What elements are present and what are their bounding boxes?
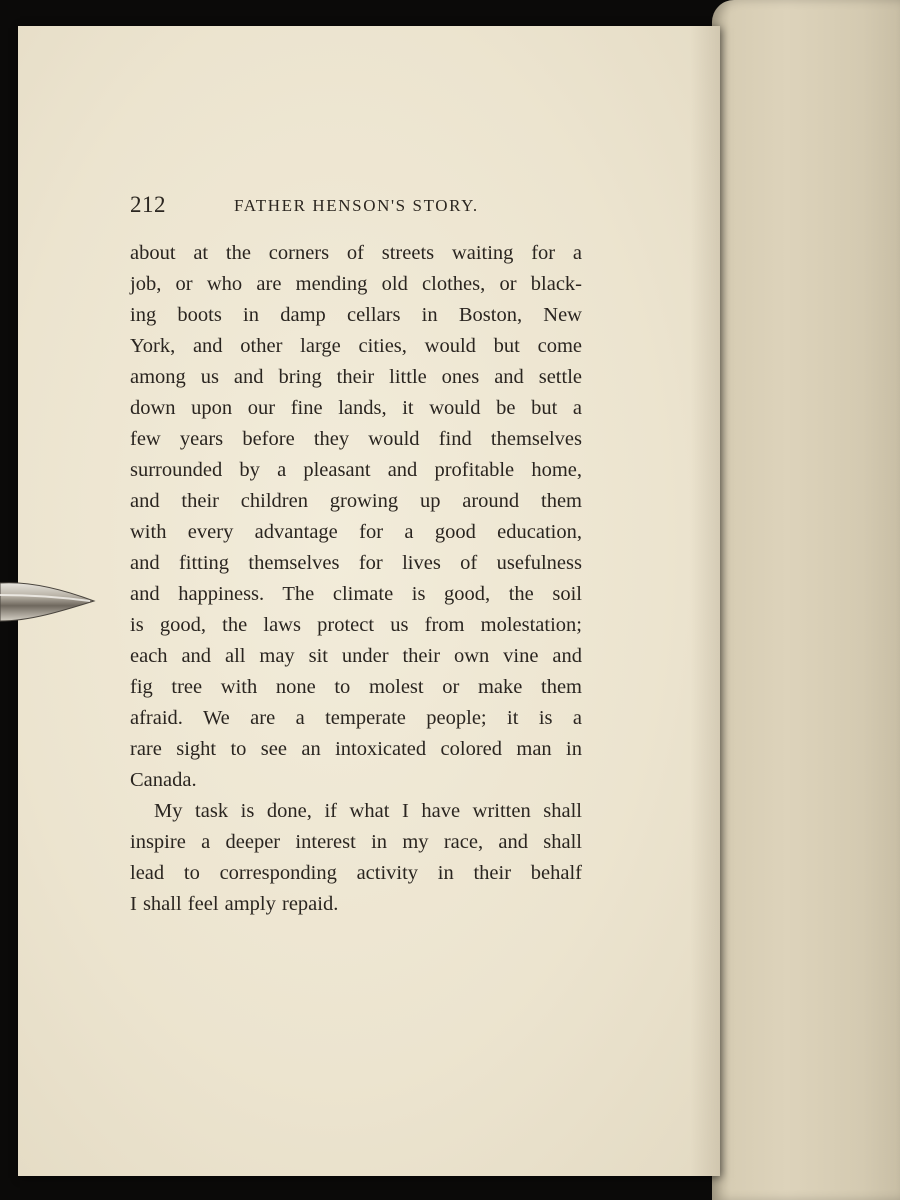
- text-line: with every advantage for a good education,: [130, 521, 582, 543]
- facing-page-edge: [712, 0, 900, 1200]
- text-line: I shall feel amply repaid.: [130, 893, 339, 915]
- text-line: Canada.: [130, 769, 197, 791]
- text-line: inspire a deeper interest in my race, and shall: [130, 831, 582, 853]
- text-line: about at the corners of streets waiting for a: [130, 242, 582, 264]
- text-line: down upon our fine lands, it would be but a: [130, 397, 582, 419]
- text-line: lead to corresponding activity in their behalf: [130, 862, 582, 884]
- text-line: among us and bring their little ones and settle: [130, 366, 582, 388]
- body-text: [130, 238, 582, 920]
- text-line: and happiness. The climate is good, the soil: [130, 583, 582, 605]
- text-line: York, and other large cities, would but come: [130, 335, 582, 357]
- text-line: fig tree with none to molest or make them: [130, 676, 582, 698]
- running-head: FATHER HENSON'S STORY.: [234, 196, 479, 215]
- text-line: afraid. We are a temperate people; it is a: [130, 707, 582, 729]
- page-header: [130, 192, 500, 232]
- text-line: and fitting themselves for lives of usefulness: [130, 552, 582, 574]
- text-line: rare sight to see an intoxicated colored man in: [130, 738, 582, 760]
- page-number: 212: [130, 192, 166, 217]
- text-line: surrounded by a pleasant and profitable home,: [130, 459, 582, 481]
- text-line: is good, the laws protect us from molestation;: [130, 614, 582, 636]
- text-line: My task is done, if what I have written shall: [154, 800, 582, 822]
- book-page: [18, 26, 720, 1176]
- text-line: each and all may sit under their own vine and: [130, 645, 582, 667]
- text-line: ing boots in damp cellars in Boston, New: [130, 304, 582, 326]
- paragraph: [130, 238, 582, 796]
- text-line: few years before they would find themselves: [130, 428, 582, 450]
- text-line: job, or who are mending old clothes, or black-: [130, 273, 582, 295]
- metal-pointer: [0, 575, 96, 631]
- paragraph: [130, 796, 582, 920]
- text-line: and their children growing up around them: [130, 490, 582, 512]
